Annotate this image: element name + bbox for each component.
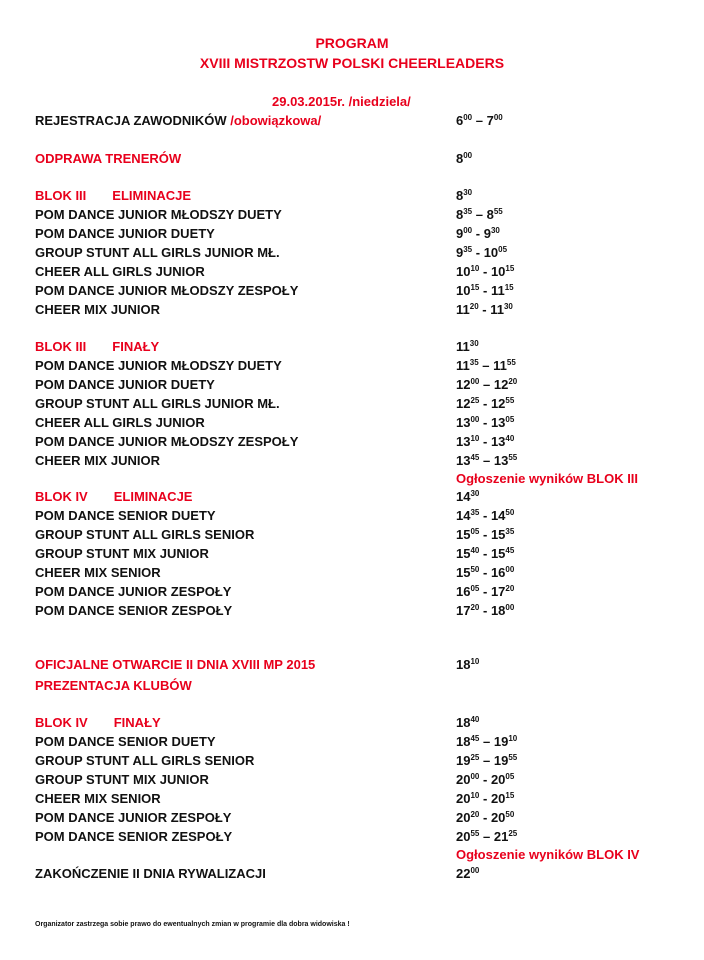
item-label: POM DANCE JUNIOR DUETY [35,226,215,241]
schedule-item-label [35,226,215,241]
schedule-item-time: $11^{20} - 11^{30}$ [456,302,513,317]
schedule-item-time: $9^{00} - 9^{30}$ [456,226,500,241]
schedule-item-label [35,657,315,672]
schedule-item-label [35,358,282,373]
schedule-item-time: $9^{35} - 10^{05}$ [456,245,508,260]
schedule-item-label [35,264,205,279]
item-label: POM DANCE SENIOR DUETY [35,734,216,749]
item-label-highlight: BLOK IV [35,715,88,730]
schedule-item-label [35,151,181,166]
item-label: CHEER ALL GIRLS JUNIOR [35,264,205,279]
schedule-item-label [35,453,160,468]
item-label: GROUP STUNT ALL GIRLS SENIOR [35,527,255,542]
schedule-item-time: $6^{00} - 7^{00}$ [456,113,503,128]
schedule-item-label [35,678,192,693]
item-label: GROUP STUNT MIX JUNIOR [35,546,209,561]
item-label: POM DANCE SENIOR ZESPOŁY [35,603,233,618]
schedule-item-time: $8^{30}$ [456,188,473,203]
schedule-item-time: $15^{05} - 15^{35}$ [456,527,515,542]
block-stage-label: ELIMINACJE [113,489,193,504]
schedule-item-label [35,866,266,881]
schedule-item-time: $19^{25} - 19^{55}$ [456,753,518,768]
block-stage-label: FINAŁY [112,339,160,354]
item-label: GROUP STUNT ALL GIRLS JUNIOR MŁ. [35,245,280,260]
schedule-item-time: $10^{10} - 10^{15}$ [456,264,515,279]
schedule-item-label [35,810,231,825]
schedule-item-label [35,772,209,787]
championship-title: XVIII MISTRZOSTW POLSKI CHEERLEADERS [199,55,505,71]
schedule-item-label [35,434,298,449]
schedule-item-label [35,508,216,523]
schedule-item-time: $18^{10}$ [456,657,480,672]
schedule-item-label [35,283,298,298]
schedule-item-label [35,584,231,599]
item-label: POM DANCE JUNIOR ZESPOŁY [35,584,232,599]
item-label-highlight: OFICJALNE OTWARCIE II DNIA XVIII MP 2015 [35,657,316,672]
item-label: POM DANCE JUNIOR MŁODSZY ZESPOŁY [35,434,299,449]
schedule-item-label [35,489,192,504]
schedule-item-time: $20^{55} - 21^{25}$ [456,829,518,844]
schedule-item-time: $20^{00} - 20^{05}$ [456,772,515,787]
schedule-item-time: $13^{45} - 13^{55}$ [456,453,518,468]
item-label: CHEER MIX JUNIOR [35,302,160,317]
schedule-item-time: $22^{00}$ [456,866,480,881]
item-label: CHEER ALL GIRLS JUNIOR [35,415,205,430]
item-label: GROUP STUNT MIX JUNIOR [35,772,209,787]
results-announcement-blok-3: Ogłoszenie wyników BLOK III [456,471,639,486]
schedule-item-label [35,791,161,806]
item-label: POM DANCE JUNIOR DUETY [35,377,215,392]
results-announcement-blok-4: Ogłoszenie wyników BLOK IV [456,847,640,862]
schedule-item-label [35,377,215,392]
event-date: 29.03.2015r. /niedziela/ [272,94,411,109]
item-label-highlight: BLOK III [35,188,87,203]
schedule-item-label [35,546,209,561]
schedule-item-time: $14^{30}$ [456,489,480,504]
schedule-item-label [35,113,321,128]
schedule-item-label [35,527,254,542]
schedule-item-time: $18^{40}$ [456,715,480,730]
schedule-item-label [35,565,161,580]
schedule-item-time: $15^{40} - 15^{45}$ [456,546,515,561]
item-label-highlight: BLOK IV [35,489,88,504]
schedule-item-label [35,245,280,260]
item-label-highlight: BLOK III [35,339,87,354]
schedule-item-label [35,415,205,430]
schedule-item-time: $8^{35} - 8^{55}$ [456,207,503,222]
schedule-item-time: $8^{00}$ [456,151,473,166]
schedule-item-time: $20^{10} - 20^{15}$ [456,791,515,806]
schedule-item-label [35,829,232,844]
item-label: CHEER MIX SENIOR [35,791,161,806]
item-label: CHEER MIX JUNIOR [35,453,160,468]
block-stage-label: FINAŁY [113,715,161,730]
schedule-item-label [35,603,232,618]
schedule-item-time: $17^{20} - 18^{00}$ [456,603,515,618]
schedule-item-label [35,188,191,203]
schedule-item-label [35,339,159,354]
disclaimer-footer: Organizator zastrzega sobie prawo do ewentualnych zmian w programie dla dobra widowiska ! [35,921,350,928]
item-label: POM DANCE JUNIOR ZESPOŁY [35,810,232,825]
schedule-item-time: $12^{25} - 12^{55}$ [456,396,515,411]
item-label: POM DANCE JUNIOR MŁODSZY DUETY [35,207,282,222]
item-label: REJESTRACJA ZAWODNIKÓW [35,113,231,128]
item-label-highlight: /obowiązkowa/ [230,113,322,128]
item-label-highlight: PREZENTACJA KLUBÓW [35,678,192,693]
schedule-item-label [35,302,160,317]
item-label-highlight: ODPRAWA TRENERÓW [35,151,182,166]
schedule-item-time: $13^{00} - 13^{05}$ [456,415,515,430]
item-label: ZAKOŃCZENIE II DNIA RYWALIZACJI [35,866,266,881]
schedule-item-label [35,715,161,730]
schedule-item-time: $10^{15} - 11^{15}$ [456,283,514,298]
schedule-item-time: $13^{10} - 13^{40}$ [456,434,515,449]
item-label: POM DANCE JUNIOR MŁODSZY DUETY [35,358,282,373]
schedule-item-time: $15^{50} - 16^{00}$ [456,565,515,580]
item-label: GROUP STUNT ALL GIRLS SENIOR [35,753,255,768]
schedule-item-label [35,396,280,411]
schedule-item-label [35,207,282,222]
schedule-item-time: $12^{00} - 12^{20}$ [456,377,518,392]
item-label: POM DANCE SENIOR DUETY [35,508,216,523]
block-stage-label: ELIMINACJE [112,188,192,203]
item-label: CHEER MIX SENIOR [35,565,161,580]
schedule-item-time: $16^{05} - 17^{20}$ [456,584,515,599]
schedule-item-time: $18^{45} - 19^{10}$ [456,734,518,749]
schedule-item-label [35,734,216,749]
item-label: POM DANCE JUNIOR MŁODSZY ZESPOŁY [35,283,299,298]
item-label: GROUP STUNT ALL GIRLS JUNIOR MŁ. [35,396,280,411]
program-title: PROGRAM [315,35,389,51]
schedule-item-label [35,753,254,768]
schedule-item-time: $20^{20} - 20^{50}$ [456,810,515,825]
schedule-item-time: $11^{35} - 11^{55}$ [456,358,516,373]
schedule-item-time: $14^{35} - 14^{50}$ [456,508,515,523]
schedule-item-time: $11^{30}$ [456,339,479,354]
item-label: POM DANCE SENIOR ZESPOŁY [35,829,233,844]
